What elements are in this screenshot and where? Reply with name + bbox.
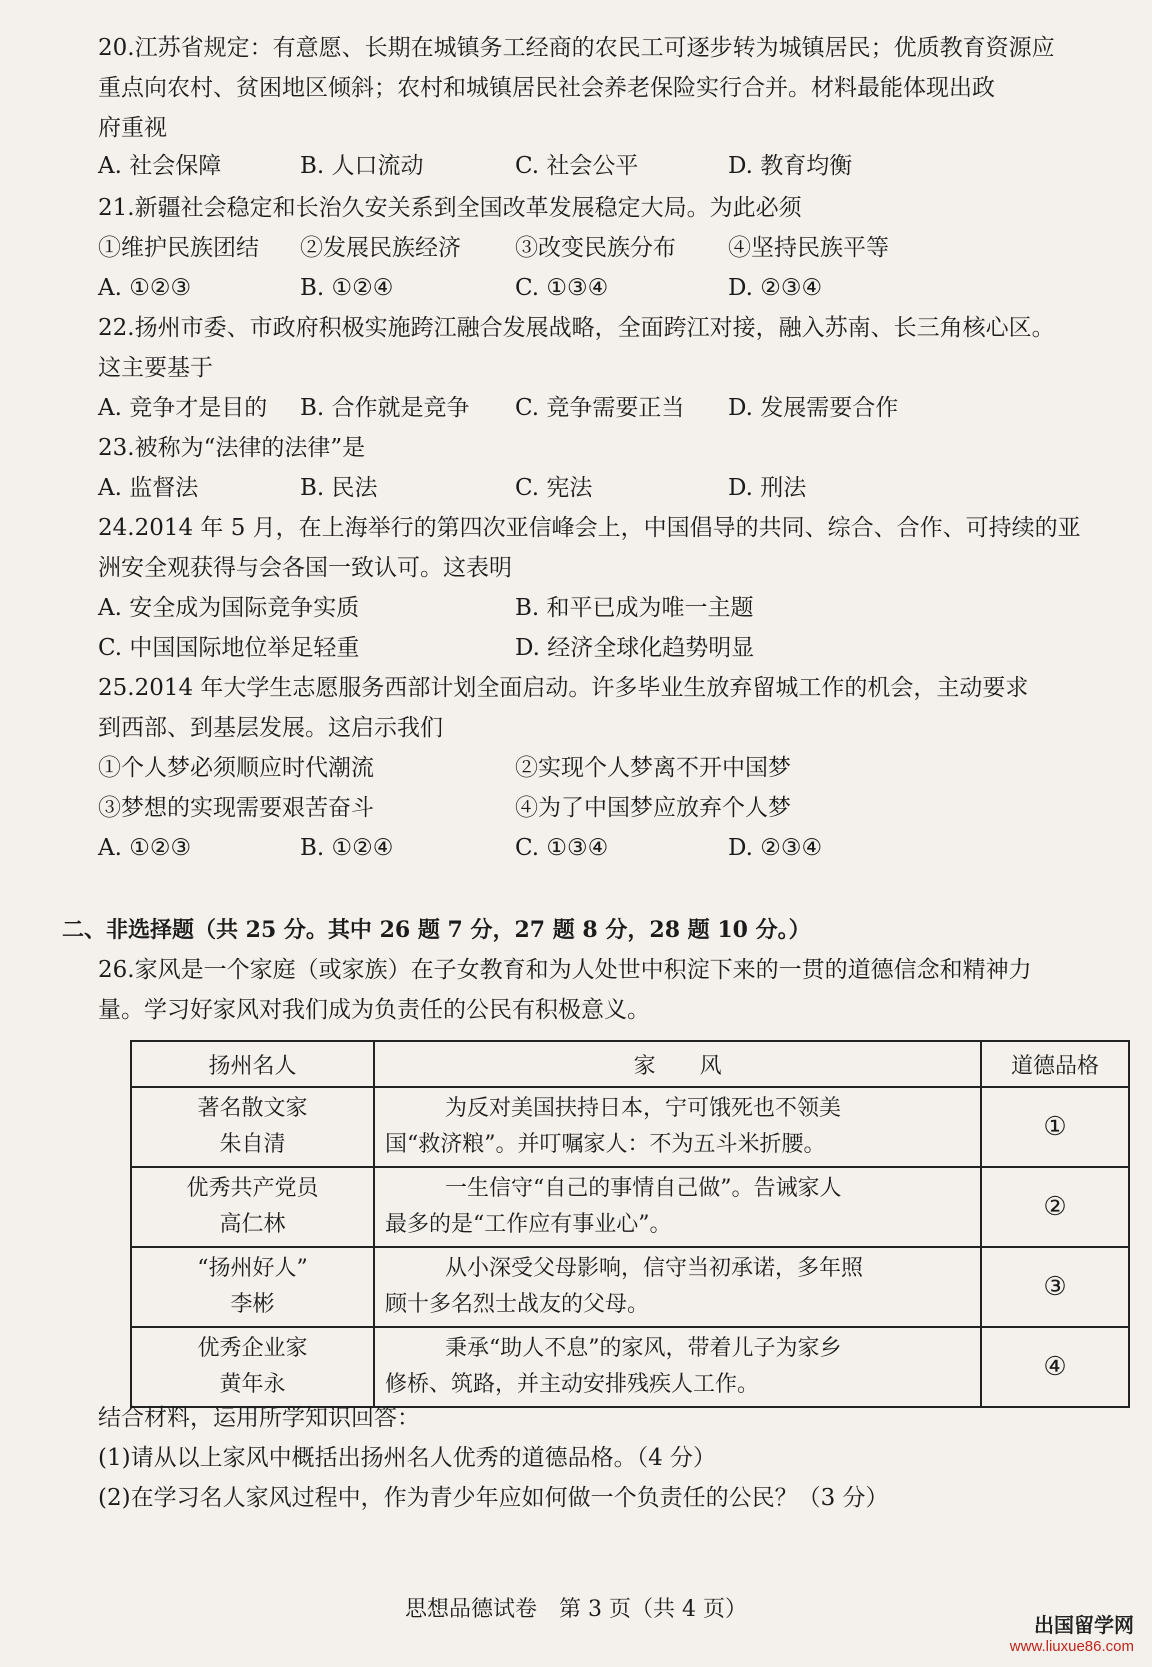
- q25-item-4: ④为了中国梦应放弃个人梦: [515, 795, 791, 821]
- q21-option-a: A. ①②③: [98, 275, 192, 301]
- family-style-line-2: 最多的是“工作应有事业心”。: [385, 1212, 672, 1237]
- q22-line-2: 这主要基于: [98, 355, 213, 381]
- watermark-title: 出国留学网: [1034, 1615, 1134, 1637]
- moral-quality-blank: ④: [981, 1327, 1129, 1407]
- q21-line-1: 21.新疆社会稳定和长治久安关系到全国改革发展稳定大局。为此必须: [98, 195, 802, 221]
- family-style-line-2: 国“救济粮”。并叮嘱家人：不为五斗米折腰。: [385, 1132, 826, 1157]
- family-style-line-1: 为反对美国扶持日本，宁可饿死也不领美: [445, 1096, 842, 1121]
- table-row: [131, 1327, 1129, 1407]
- q20-line-1: 20.江苏省规定：有意愿、长期在城镇务工经商的农民工可逐步转为城镇居民；优质教育资源应: [98, 35, 1055, 61]
- table-row: [131, 1247, 1129, 1327]
- q25-item-2: ②实现个人梦离不开中国梦: [515, 755, 791, 781]
- q21-item-2: ②发展民族经济: [300, 235, 461, 261]
- family-style-cell: [374, 1327, 981, 1407]
- q25-item-3: ③梦想的实现需要艰苦奋斗: [98, 795, 374, 821]
- q21-item-3: ③改变民族分布: [515, 235, 676, 261]
- header-person: 扬州名人: [131, 1041, 374, 1087]
- q25-option-c: C. ①③④: [515, 835, 609, 861]
- q20-option-b: B. 人口流动: [300, 153, 424, 179]
- family-style-line-2: 顾十多名烈士战友的父母。: [385, 1292, 650, 1317]
- family-style-line-1: 秉承“助人不息”的家风，带着儿子为家乡: [445, 1336, 842, 1361]
- q22-option-d: D. 发展需要合作: [728, 395, 899, 421]
- q22-option-b: B. 合作就是竞争: [300, 395, 470, 421]
- q26-line-2: 量。学习好家风对我们成为负责任的公民有积极意义。: [98, 997, 650, 1023]
- family-style-cell: [374, 1087, 981, 1167]
- family-style-line-1: 从小深受父母影响，信守当初承诺，多年照: [445, 1256, 864, 1281]
- q26-line-1: 26.家风是一个家庭（或家族）在子女教育和为人处世中积淀下来的一贯的道德信念和精神力: [98, 957, 1032, 983]
- q24-option-c: C. 中国国际地位举足轻重: [98, 635, 360, 661]
- person-title: 优秀企业家: [197, 1336, 308, 1361]
- person-cell: [131, 1327, 374, 1407]
- q23-option-c: C. 宪法: [515, 475, 593, 501]
- site-watermark: [1004, 1609, 1134, 1659]
- q21-item-1: ①维护民族团结: [98, 235, 259, 261]
- q21-option-b: B. ①②④: [300, 275, 394, 301]
- q23-option-b: B. 民法: [300, 475, 378, 501]
- family-tradition-table: [130, 1040, 1130, 1408]
- family-style-line-1: 一生信守“自己的事情自己做”。告诫家人: [445, 1176, 842, 1201]
- q26-prompt: 结合材料，运用所学知识回答：: [98, 1405, 420, 1431]
- q20-option-a: A. 社会保障: [98, 153, 222, 179]
- table-header-row: [131, 1041, 1129, 1087]
- q21-item-4: ④坚持民族平等: [728, 235, 889, 261]
- q24-line-1: 24.2014 年 5 月，在上海举行的第四次亚信峰会上，中国倡导的共同、综合、合作、可持续的亚: [98, 515, 1081, 541]
- person-name: 李彬: [230, 1292, 275, 1317]
- q26-subquestion-2: (2)在学习名人家风过程中，作为青少年应如何做一个负责任的公民？（3 分）: [98, 1485, 889, 1511]
- q24-option-d: D. 经济全球化趋势明显: [515, 635, 755, 661]
- q20-line-3: 府重视: [98, 115, 167, 141]
- person-name: 黄年永: [219, 1372, 286, 1397]
- watermark-url: www.liuxue86.com: [1009, 1638, 1134, 1655]
- moral-quality-blank: ①: [981, 1087, 1129, 1167]
- section-2-heading: 二、非选择题（共 25 分。其中 26 题 7 分，27 题 8 分，28 题 10 分。）: [62, 917, 811, 943]
- family-style-cell: [374, 1167, 981, 1247]
- q23-option-d: D. 刑法: [728, 475, 807, 501]
- q20-option-c: C. 社会公平: [515, 153, 639, 179]
- person-title: “扬州好人”: [197, 1256, 308, 1281]
- page-footer: 思想品德试卷 第 3 页（共 4 页）: [405, 1597, 747, 1622]
- table-row: [131, 1167, 1129, 1247]
- q25-option-d: D. ②③④: [728, 835, 823, 861]
- person-cell: [131, 1167, 374, 1247]
- q21-option-d: D. ②③④: [728, 275, 823, 301]
- person-title: 优秀共产党员: [186, 1176, 319, 1201]
- person-name: 高仁林: [219, 1212, 286, 1237]
- q24-option-b: B. 和平已成为唯一主题: [515, 595, 754, 621]
- q22-option-a: A. 竞争才是目的: [98, 395, 268, 421]
- q25-line-2: 到西部、到基层发展。这启示我们: [98, 715, 443, 741]
- q23-line-1: 23.被称为“法律的法律”是: [98, 435, 366, 461]
- family-style-cell: [374, 1247, 981, 1327]
- q23-option-a: A. 监督法: [98, 475, 199, 501]
- moral-quality-blank: ②: [981, 1167, 1129, 1247]
- family-style-line-2: 修桥、筑路，并主动安排残疾人工作。: [385, 1372, 760, 1397]
- q22-line-1: 22.扬州市委、市政府积极实施跨江融合发展战略，全面跨江对接，融入苏南、长三角核心区。: [98, 315, 1055, 341]
- header-family-style: 家 风: [374, 1041, 981, 1087]
- q24-line-2: 洲安全观获得与会各国一致认可。这表明: [98, 555, 512, 581]
- person-cell: [131, 1247, 374, 1327]
- q21-option-c: C. ①③④: [515, 275, 609, 301]
- moral-quality-blank: ③: [981, 1247, 1129, 1327]
- q25-option-b: B. ①②④: [300, 835, 394, 861]
- q26-subquestion-1: (1)请从以上家风中概括出扬州名人优秀的道德品格。（4 分）: [98, 1445, 717, 1471]
- header-moral-quality: 道德品格: [981, 1041, 1129, 1087]
- q24-option-a: A. 安全成为国际竞争实质: [98, 595, 360, 621]
- q25-line-1: 25.2014 年大学生志愿服务西部计划全面启动。许多毕业生放弃留城工作的机会，主动要求: [98, 675, 1029, 701]
- person-name: 朱自清: [219, 1132, 286, 1157]
- q20-option-d: D. 教育均衡: [728, 153, 853, 179]
- person-title: 著名散文家: [197, 1096, 308, 1121]
- q22-option-c: C. 竞争需要正当: [515, 395, 685, 421]
- q25-option-a: A. ①②③: [98, 835, 192, 861]
- q20-line-2: 重点向农村、贫困地区倾斜；农村和城镇居民社会养老保险实行合并。材料最能体现出政: [98, 75, 995, 101]
- person-cell: [131, 1087, 374, 1167]
- q25-item-1: ①个人梦必须顺应时代潮流: [98, 755, 374, 781]
- table-row: [131, 1087, 1129, 1167]
